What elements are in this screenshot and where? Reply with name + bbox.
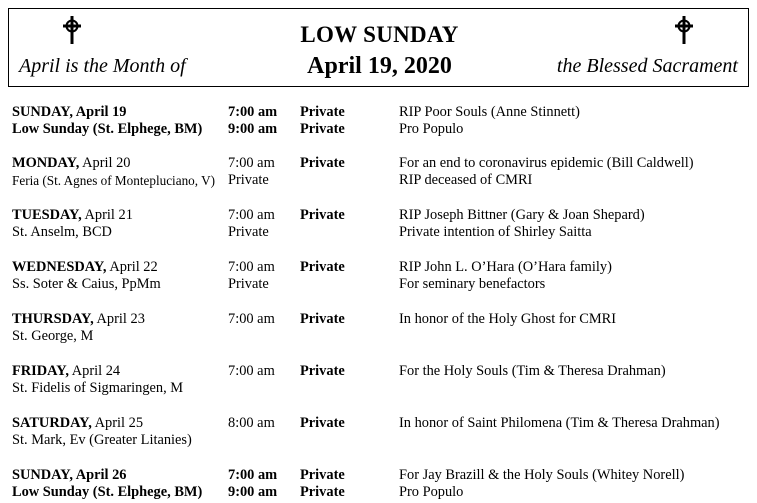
day-date: April 24 — [68, 363, 121, 379]
feast-label: St. Anselm, BCD — [12, 224, 112, 240]
mass-time: 7:00 am — [228, 259, 275, 275]
mass-intention: RIP Joseph Bittner (Gary & Joan Shepard) — [399, 207, 645, 223]
mass-time: 8:00 am — [228, 415, 275, 431]
mass-intention: Pro Populo — [399, 484, 464, 500]
mass-intention: Private intention of Shirley Saitta — [399, 224, 592, 240]
day-date: April 25 — [91, 415, 144, 431]
day-label: TUESDAY, — [12, 207, 82, 223]
feast-label: Low Sunday (St. Elphege, BM) — [12, 121, 203, 137]
day-label: FRIDAY, — [12, 363, 69, 379]
month-dedication-right: the Blessed Sacrament — [556, 55, 738, 77]
mass-type: Private — [300, 104, 345, 120]
mass-type: Private — [300, 121, 345, 137]
mass-time: 7:00 am — [228, 311, 275, 327]
mass-type: Private — [300, 415, 345, 431]
feast-label: St. Fidelis of Sigmaringen, M — [12, 380, 184, 396]
feast-label: St. Mark, Ev (Greater Litanies) — [12, 432, 192, 448]
mass-intention: For seminary benefactors — [399, 276, 546, 292]
feast-label: Ss. Soter & Caius, PpMm — [12, 276, 161, 292]
mass-intention: For the Holy Souls (Tim & Theresa Drahman) — [399, 363, 666, 379]
day-label: THURSDAY, — [12, 311, 94, 327]
mass-intention: RIP deceased of CMRI — [399, 172, 533, 188]
mass-time: 9:00 am — [228, 484, 278, 500]
mass-intention: RIP John L. O’Hara (O’Hara family) — [399, 259, 612, 275]
mass-time: 7:00 am — [228, 207, 275, 223]
mass-time: Private — [228, 276, 269, 292]
day-date: April 23 — [93, 311, 145, 327]
page-date: April 19, 2020 — [307, 53, 452, 79]
day-label: SUNDAY, April 26 — [12, 467, 127, 483]
mass-intention: For Jay Brazill & the Holy Souls (Whitey Norell) — [399, 467, 685, 483]
feast-label: Feria (St. Agnes of Montepluciano, V) — [12, 173, 216, 188]
month-dedication-left: April is the Month of — [19, 55, 186, 77]
page-title: LOW SUNDAY — [300, 22, 459, 47]
mass-time: Private — [228, 172, 269, 188]
mass-type: Private — [300, 484, 345, 500]
mass-time: 9:00 am — [228, 121, 278, 137]
day-label: SUNDAY, April 19 — [12, 104, 127, 120]
day-label: MONDAY, — [12, 155, 80, 171]
feast-label: St. George, M — [12, 328, 94, 344]
mass-time: 7:00 am — [228, 363, 275, 379]
bulletin-header — [8, 8, 749, 87]
day-date: April 20 — [79, 155, 131, 171]
mass-time: 7:00 am — [228, 155, 275, 171]
mass-intention: For an end to coronavirus epidemic (Bill Caldwell) — [399, 155, 694, 171]
day-label: WEDNESDAY, — [12, 259, 107, 275]
mass-type: Private — [300, 207, 345, 223]
mass-type: Private — [300, 311, 345, 327]
mass-type: Private — [300, 259, 345, 275]
mass-type: Private — [300, 155, 345, 171]
mass-time: 7:00 am — [228, 467, 278, 483]
mass-type: Private — [300, 363, 345, 379]
day-date: April 22 — [106, 259, 158, 275]
mass-intention: RIP Poor Souls (Anne Stinnett) — [399, 104, 580, 120]
feast-label: Low Sunday (St. Elphege, BM) — [12, 484, 203, 500]
mass-time: Private — [228, 224, 269, 240]
mass-intention: Pro Populo — [399, 121, 464, 137]
day-date: April 21 — [81, 207, 133, 223]
mass-type: Private — [300, 467, 345, 483]
day-label: SATURDAY, — [12, 415, 92, 431]
mass-intention: In honor of Saint Philomena (Tim & Theresa Drahman) — [399, 415, 720, 431]
mass-time: 7:00 am — [228, 104, 278, 120]
mass-intention: In honor of the Holy Ghost for CMRI — [399, 311, 617, 327]
